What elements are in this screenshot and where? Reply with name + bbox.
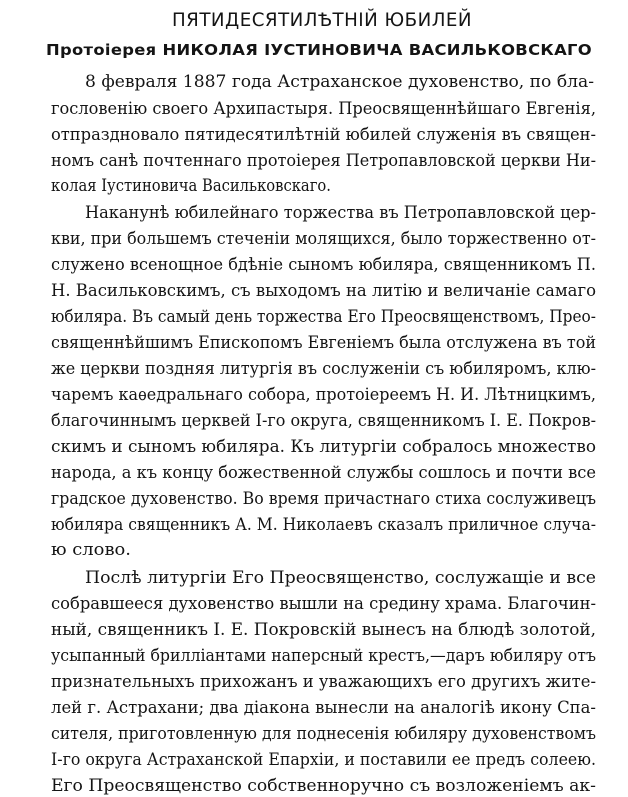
text-line: гословенію своего Архипастыря. Преосвященнѣйшаго Евгенія, [51, 99, 596, 119]
text-line: признательныхъ прихожанъ и уважающихъ его другихъ жите- [51, 672, 596, 692]
text-line: 8 февраля 1887 года Астраханское духовенство, по бла- [85, 72, 594, 92]
text-line: Послѣ литургіи Его Преосвященство, сослужащіе и все [85, 568, 596, 588]
text-line: Его Преосвященство собственноручно съ возложеніемъ ак- [51, 776, 596, 796]
document-subtitle: Протоіерея НИКОЛАЯ ІУСТИНОВИЧА ВАСИЛЬКОВСКАГО [46, 41, 592, 59]
text-line: градское духовенство. Во время причастнаго стиха сослуживецъ [51, 489, 596, 509]
text-line: сителя, приготовленную для поднесенія юбиляру духовенствомъ [51, 724, 596, 744]
text-line: Н. Васильковскимъ, съ выходомъ на литію и величаніе самаго [51, 281, 596, 301]
text-line: же церкви поздняя литургія въ сослуженіи съ юбиляромъ, клю- [51, 359, 596, 379]
text-line: юбиляра священникъ А. М. Николаевъ сказалъ приличное случа- [51, 515, 596, 535]
text-line: І-го округа Астраханской Епархіи, и поставили ее предъ солеею. [51, 750, 596, 770]
text-line: служено всенощное бдѣніе сыномъ юбиляра, священникомъ П. [51, 255, 596, 275]
text-line: кви, при большемъ стеченіи молящихся, было торжественно от- [51, 229, 596, 249]
text-line: священнѣйшимъ Епископомъ Евгеніемъ была отслужена въ той [51, 333, 596, 353]
text-line: народа, а къ концу божественной службы сошлось и почти все [51, 463, 596, 483]
text-line: Наканунѣ юбилейнаго торжества въ Петропавловской цер- [85, 203, 596, 223]
text-line: усыпанный брилліантами наперсный крестъ,—даръ юбиляру отъ [51, 646, 596, 666]
text-line: скимъ и сыномъ юбиляра. Къ литургіи собралось множество [51, 437, 596, 457]
text-line: чаремъ каѳедральнаго собора, протоіереемъ Н. И. Лѣтницкимъ, [51, 385, 596, 405]
document-title: ПЯТИДЕСЯТИЛѢТНІЙ ЮБИЛЕЙ [172, 9, 472, 31]
text-line: благочиннымъ церквей І-го округа, священникомъ І. Е. Покров- [51, 411, 596, 431]
text-line: юбиляра. Въ самый день торжества Его Преосвященствомъ, Прео- [51, 307, 596, 327]
text-line: ный, священникъ І. Е. Покровскій вынесъ на блюдѣ золотой, [51, 620, 596, 640]
text-line: лей г. Астрахани; два діакона вынесли на аналогіѣ икону Спа- [51, 698, 596, 718]
text-line: номъ санѣ почтеннаго протоіерея Петропавловской церкви Ни- [51, 151, 596, 171]
text-line: ю слово. [51, 540, 131, 560]
text-line: собравшееся духовенство вышли на средину храма. Благочин- [51, 594, 596, 614]
text-line: колая Іустиновича Васильковскаго. [51, 176, 331, 196]
text-line: отпраздновало пятидесятилѣтній юбилей служенія въ священ- [51, 125, 596, 145]
